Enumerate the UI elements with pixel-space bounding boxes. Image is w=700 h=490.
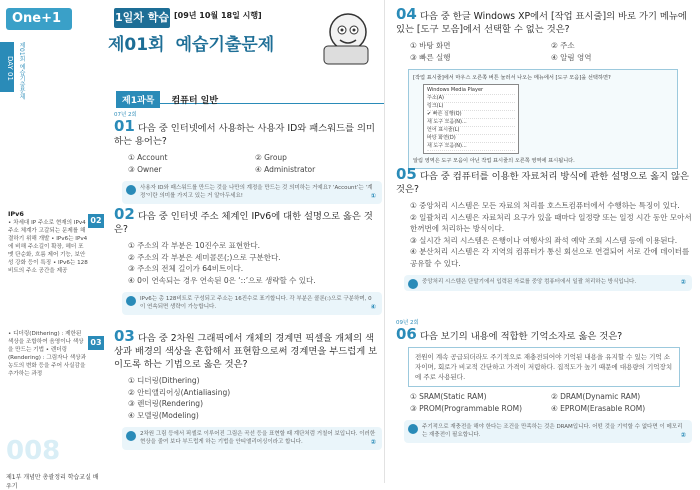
day-tab: DAY 01 [0,42,14,92]
question-number: 02 [114,205,135,223]
option-list [396,200,692,269]
question-02 [114,205,382,315]
option-list [396,391,692,414]
question-03 [114,327,382,450]
question-stem: 다음 중 인터넷에서 사용하는 사용자 ID와 패스워드를 의미하는 용어는? [114,123,376,147]
screenshot-figure [408,69,678,169]
question-01 [114,110,382,204]
side-note-graphics [8,330,88,378]
series-logo: One+1 [6,8,72,30]
menu-item: Windows Media Player [427,87,515,95]
side-note-text: • 디더링(Dithering) : 제한된 색상을 조합하여 음영이나 색상을 만드는 기법 • 렌더링(Rendering) : 그림자나 색상과 농도의 변화 등을 주어 사실감을 추가하는 과정 [8,331,86,377]
option: ② 안티앨리어싱(Antialiasing) [128,387,231,397]
page-number: 008 [6,436,61,466]
option: ① 중앙처리 시스템은 모든 자료의 처리를 호스트컴퓨터에서 수행하는 특징이 있다. [410,201,680,210]
menu-item: 주소(A) [427,95,515,103]
hint-icon [126,296,136,306]
option: ② 주소 [551,41,575,50]
option: ④ 0이 연속되는 경우 연속된 0은 ‘::’으로 생략할 수 있다. [128,275,316,285]
menu-item: 링크(L) [427,103,515,111]
question-number: 03 [114,327,135,345]
option-list [114,152,382,175]
option: ③ 빠른 실행 [410,52,451,62]
option: ③ 렌더링(Rendering) [128,399,203,408]
explanation-text: 중앙처리 시스템은 단말기에서 입력된 자료를 중앙 컴퓨터에서 일괄 처리하는 방식입니다. [422,279,637,285]
menu-item: 새 도구 모음(N)... [427,143,515,151]
menu-item: ✔ 빠른 실행(Q) [427,111,515,119]
left-margin [0,0,102,490]
option: ④ 분산처리 시스템은 각 지역의 컴퓨터가 통신 회선으로 연결되어 서로 간에 데이터를 공유할 수 있다. [410,247,690,268]
option: ① 디더링(Dithering) [128,376,200,385]
day-subtitle: 제01회 예습기출문제 [18,42,25,100]
page-footer: 제1부 개념만 총괄정리 학습교실 배우기 [6,474,99,490]
question-05 [396,165,692,291]
side-note-ipv6 [8,210,88,275]
figure-note: 알림 영역은 도구 모음이 아닌 작업 표시줄의 오른쪽 영역에 표시됩니다. [413,158,575,164]
side-note-text: • 차세대 IP 주소로 현재의 IPv4 주소 체계가 고갈되는 문제를 해결하기 위해 개발 • IPv6는 IPv4에 비해 주소길이 확장, 헤더 포맷 단순화, 흐름 제어 기능, 보안성 강화 등이 특징 • IPv6는 128비트의 주소 공간을 제공 [8,220,88,274]
question-source: 09년 2회 [396,320,419,326]
question-number: 05 [396,165,417,183]
exam-title: 예습기출문제 [175,35,275,55]
option: ① Account [128,153,168,162]
option: ③ 실시간 처리 시스템은 은행이나 여행사의 좌석 예약 조회 시스템 등에 이용된다. [410,235,678,245]
subject-tag: 제1과목 [116,91,160,108]
explanation-box [404,275,692,291]
margin-marker-02: 02 [88,214,104,228]
option: ④ EPROM(Erasable ROM) [551,403,646,413]
option-list [396,40,692,63]
question-number: 06 [396,325,417,343]
explanation-box [404,420,692,443]
option: ④ 알림 영역 [551,52,592,62]
question-number: 04 [396,5,417,23]
answer: ② [370,437,376,446]
exam-date: [09년 10월 18일 시행] [174,11,262,20]
explanation-box [122,181,382,204]
answer: ① [370,191,376,200]
mascot-illustration [314,6,378,66]
answer: ② [680,430,686,439]
question-stem: 다음 중 한글 Windows XP에서 [작업 표시줄]의 바로 가기 메뉴에 있는 [도구 모음]에서 선택할 수 없는 것은? [396,11,687,35]
explanation-text: 2차원 그림 등에서 픽셀로 이루어진 그림은 곡선 등을 표현할 때 계단처럼 거칠어 보입니다. 이러한 현상을 줄여 보다 부드럽게 하는 기법을 안티앨리어싱이라고 합니다. [140,431,376,445]
page-title [108,30,308,60]
option: ② 주소의 각 부분은 세미콜론(;)으로 구분한다. [128,252,281,262]
right-page [396,0,692,483]
page-gutter [384,0,385,483]
figure-caption: [작업 표시줄]에서 마우스 오른쪽 버튼 눌러서 나오는 메뉴에서 [도구 모음]을 선택하면? [413,75,611,81]
menu-item: 바탕 화면(D) [427,135,515,143]
question-stem: 다음 중 인터넷 주소 체계인 IPv6에 대한 설명으로 옳은 것은? [114,211,373,235]
question-stem: 다음 보기의 내용에 적합한 기억소자로 옳은 것은? [419,331,623,342]
question-number: 01 [114,117,135,135]
option: ④ Administrator [255,164,316,174]
option: ③ PROM(Programmable ROM) [410,403,523,413]
hint-icon [408,279,418,289]
question-source: 07년 2회 [114,112,137,118]
answer: ④ [370,302,376,311]
explanation-text: IPv6는 총 128비트로 구성되고 주소는 16진수로 표기합니다. 각 부분은 콜론(:)으로 구분하며, 0이 연속되면 생략이 가능합니다. [140,296,372,310]
question-stem: 다음 중 2차원 그래픽에서 개체의 경계면 픽셀을 개체의 색상과 배경의 색상을 혼합해서 표현함으로써 경계면을 부드럽게 보이도록 하는 기법으로 옳은 것은? [114,333,378,370]
day-badge: 1일차 학습 [114,8,170,28]
context-menu [423,84,519,154]
option: ① 바탕 화면 [410,41,451,50]
question-06 [396,318,692,443]
reference-box: 전원이 계속 공급되더라도 주기적으로 재충전되어야 기억된 내용을 유지할 수 있는 기억 소자이며, 회로가 비교적 간단하고 가격이 저렴하다. 집적도가 높기 때문에 대용량의 기억장치에 주로 사용된다. [408,347,680,387]
subject-name: 컴퓨터 일반 [171,96,219,106]
option-list [114,375,382,421]
left-page [104,0,384,483]
option-list [114,240,382,286]
option: ① SRAM(Static RAM) [410,392,487,401]
question-stem: 다음 중 컴퓨터를 이용한 자료처리 방식에 관한 설명으로 옳지 않은 것은? [396,171,689,195]
hint-icon [126,185,136,195]
explanation-text: 주기적으로 재충전을 해야 한다는 조건을 만족하는 것은 DRAM입니다. 어떤 것을 기억할 수 없다면 이 메모리는 재충전이 필요합니다. [422,424,683,438]
option: ② 일괄처리 시스템은 자료처리 요구가 있을 때마다 일정량 또는 일정 시간 동안 모아서 한꺼번에 처리하는 방식이다. [410,212,692,233]
subject-header [116,88,384,104]
option: ③ Owner [128,164,162,174]
option: ① 주소의 각 부분은 10진수로 표현한다. [128,241,261,250]
menu-item: 언어 표시줄(L) [427,127,515,135]
explanation-box [122,292,382,315]
margin-marker-03: 03 [88,336,104,350]
option: ④ 모델링(Modeling) [128,410,199,420]
option: ② Group [255,153,287,162]
option: ② DRAM(Dynamic RAM) [551,392,641,401]
explanation-text: 사용자 ID와 패스워드를 만드는 것을 나만의 계정을 만드는 것 의미하는 거예요? ‘Account’는 ‘계정’이란 의미를 가지고 있는 거 알아두세요! [140,185,373,199]
explanation-box [122,427,382,450]
question-04 [396,5,692,169]
round-number: 제01회 [108,35,165,55]
answer: ② [680,278,686,286]
hint-icon [126,431,136,441]
option: ③ 주소의 전체 길이가 64비트이다. [128,264,244,273]
side-note-title: IPv6 [8,210,24,218]
hint-icon [408,424,418,434]
menu-item: 새 도구 모음(N)... [427,119,515,127]
